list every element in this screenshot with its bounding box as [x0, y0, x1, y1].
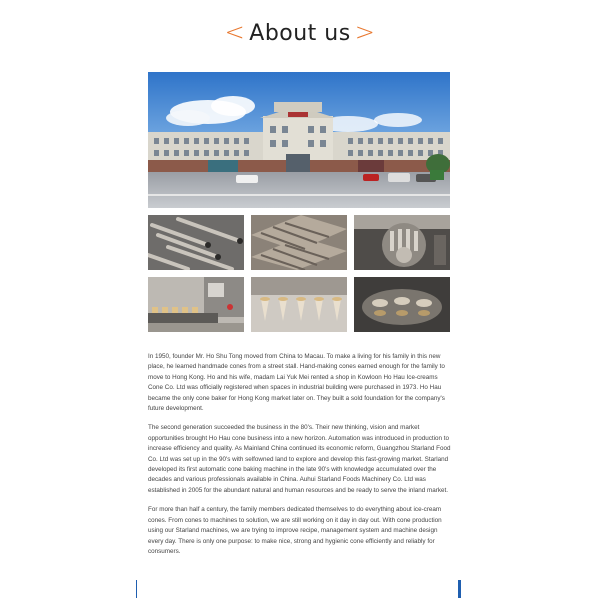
title-bracket-right: > [354, 18, 376, 46]
nozzle-machine-photo [354, 215, 450, 270]
baking-plates-photo [251, 215, 347, 270]
left-accent-bar [136, 580, 137, 598]
history-paragraph-1: In 1950, founder Mr. Ho Shu Tong moved from China to Macau. To make a living for his family in this new place, he learned handmade cones from a street stall. Hand-making cones earned enough for the family to move to Hong Kong. Ho and his wife, madam Lai Yuk Mei rented a shop in Kowloon Ho Hau Ice-creams Cone Co. Ltd was officially registered when spaces in industrial building were purchased in 1973. Ho Hau became the only cone baker for Hong Kong market later on. They built a sold foundation for the company's future development. [148, 353, 445, 413]
title-bracket-left: < [224, 18, 246, 46]
history-paragraph-3: For more than half a century, the family members dedicated themselves to do everything about ice-cream cones. From cones to machines to solution, we are still working on it day in day out. With cone production using our Starland machines, we are trying to improve recipe, management system and machine design every day. There is only one purpose: to make nice, strong and hygienic cone efficiently and reliably for consumers. [148, 506, 442, 555]
cone-rods-photo [148, 215, 244, 270]
title-text: About us [249, 21, 351, 46]
company-history-text [148, 352, 452, 566]
mold-closeup-photo [354, 277, 450, 332]
right-accent-bar [458, 580, 461, 598]
factory-building-photo [148, 72, 450, 208]
conveyor-machine-photo [148, 277, 244, 332]
history-paragraph-2: The second generation succeeded the business in the 80's. Their new thinking, vision and market opportunities brought Ho Hau cone business into a new horizon. Automation was introduced in production to increase efficiency and quality. As Mainland China continued its economic reform, Guangzhou Starland Food Co. Ltd was set up in the 90's with selfowned land to explore and develop this fast-growing market. Starland developed its first automatic cone baking machine in the late 90's with knowledge accumulated over the decades and various professionals available in China. Auhui Starland Foods Machinery Co. Ltd was established in 2005 for the abundant natural and human resources and be ready to serve the inland market. [148, 424, 451, 494]
cone-molds-photo [251, 277, 347, 332]
section-title [0, 18, 600, 46]
